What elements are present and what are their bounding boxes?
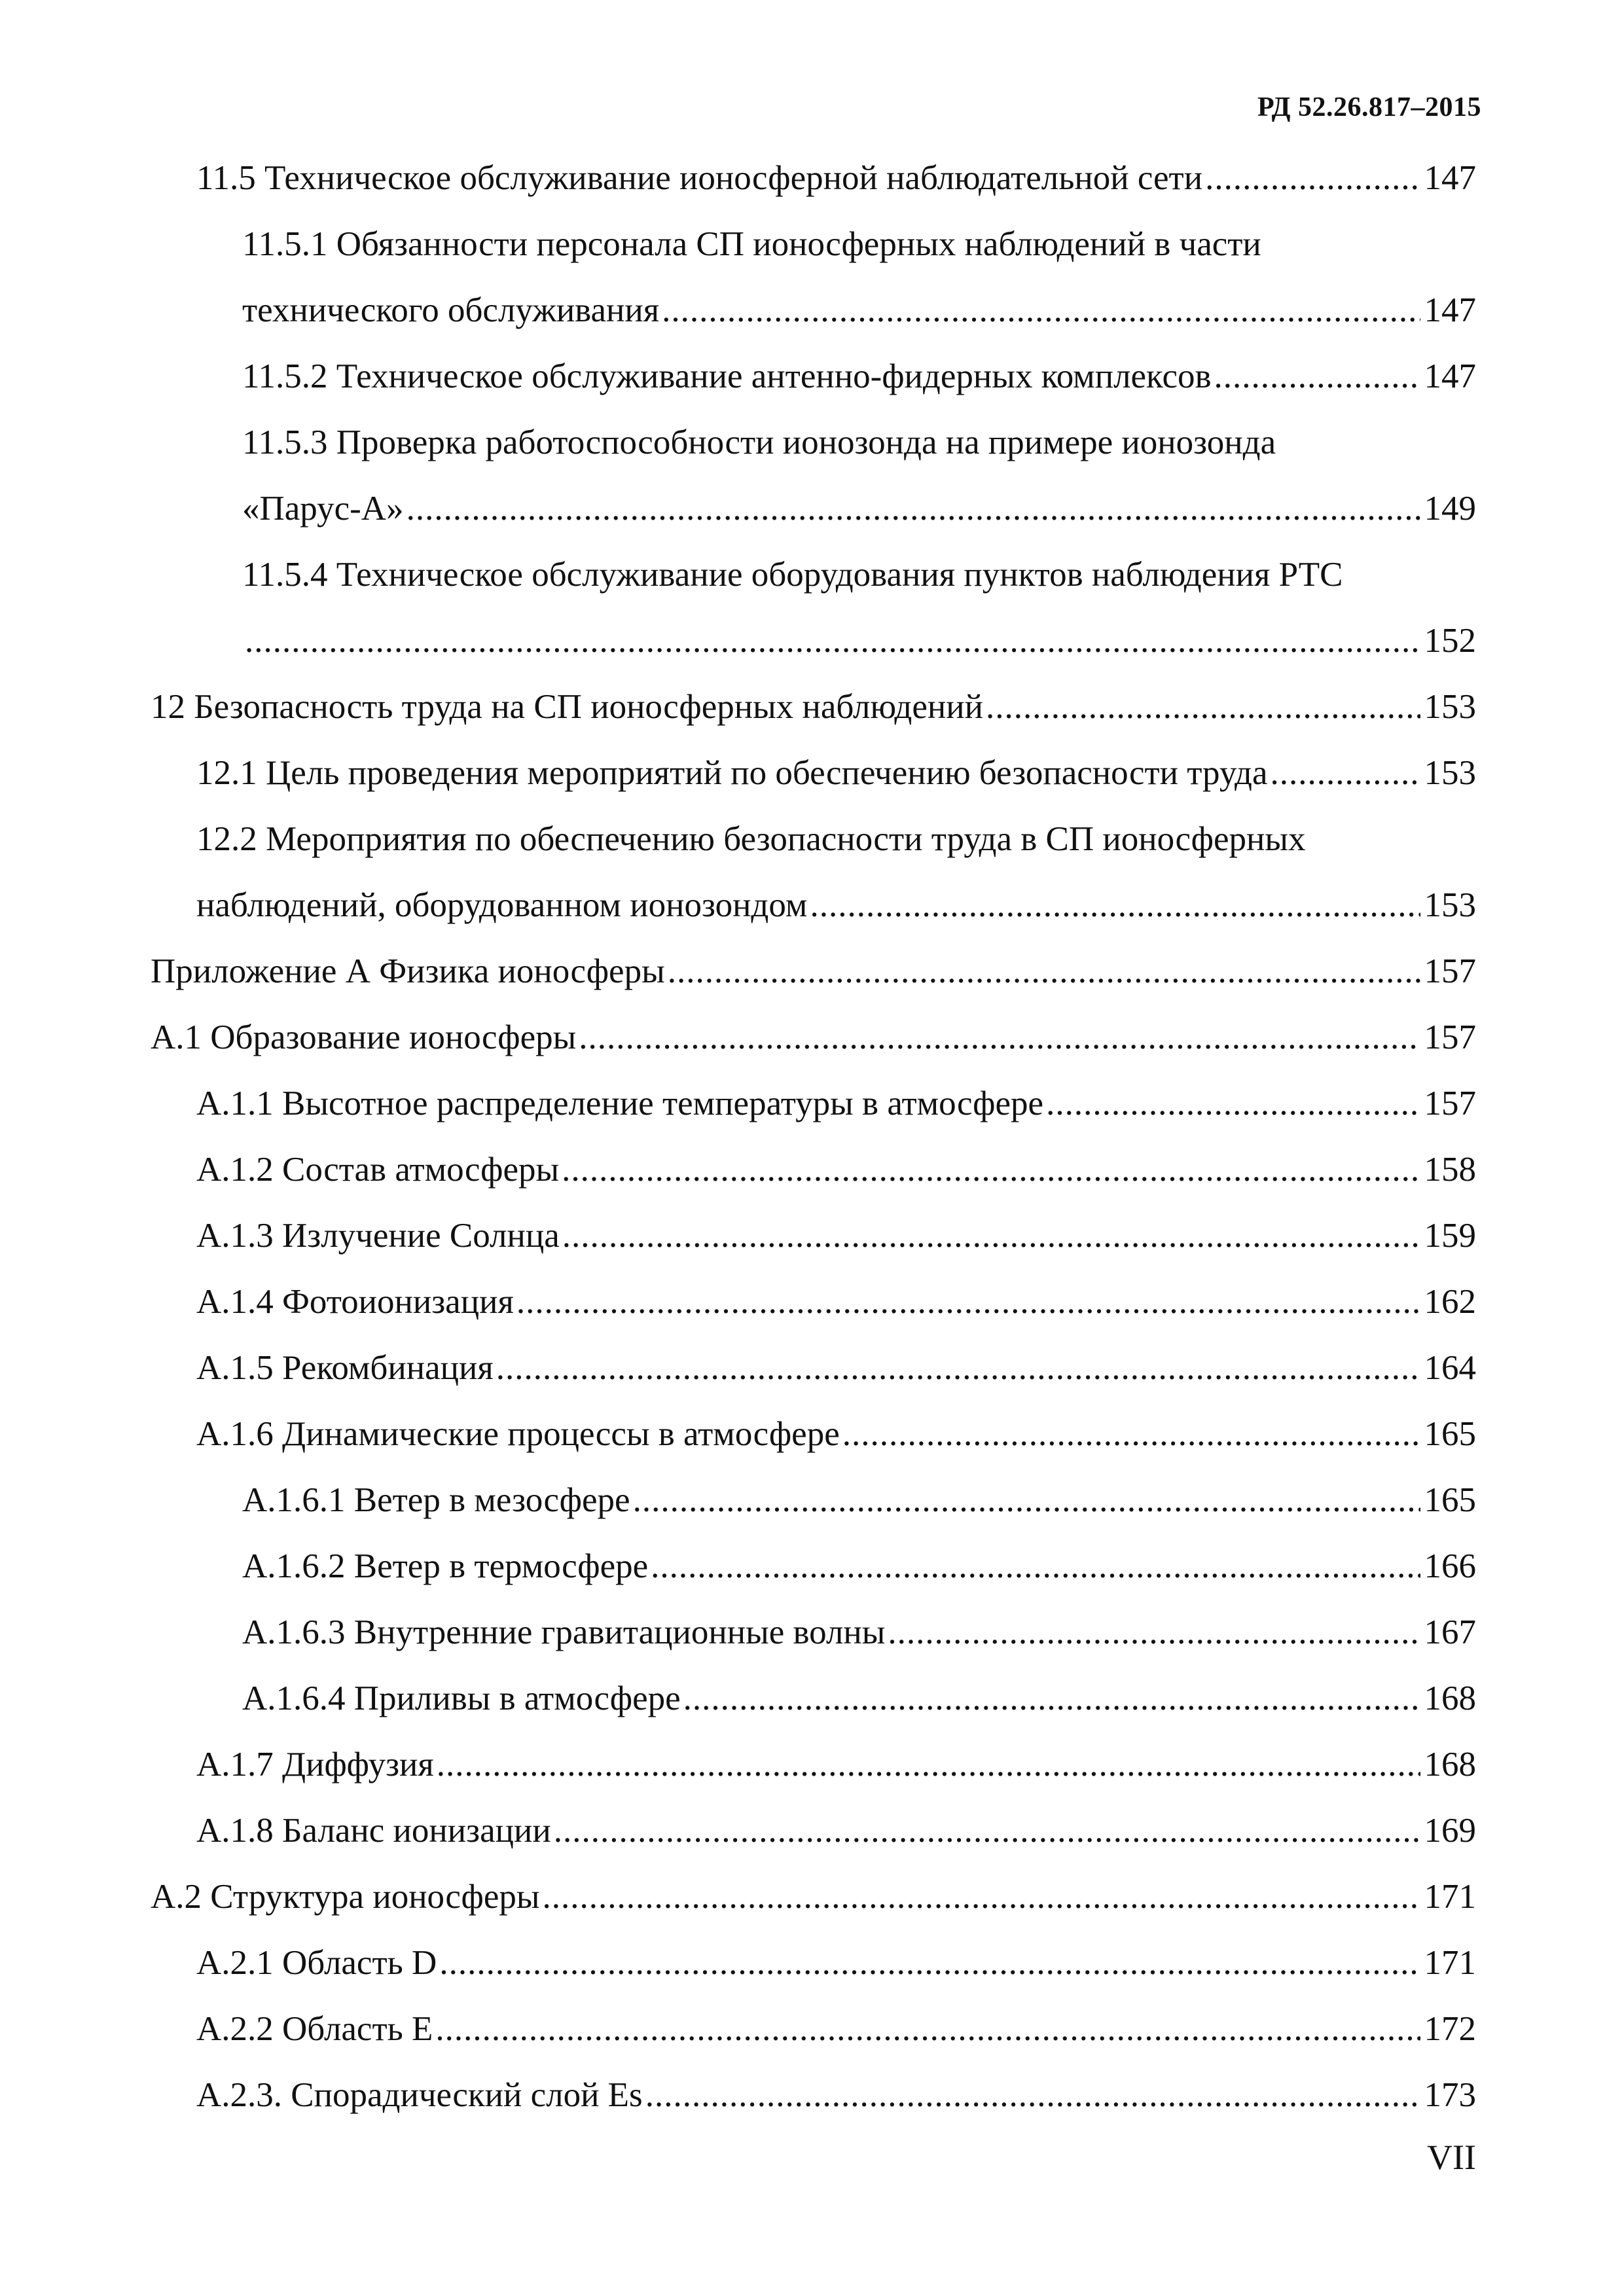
dot-leader — [810, 872, 1420, 939]
toc-entry-title: А.2 Структура ионосферы — [151, 1878, 540, 1916]
toc-entry[interactable] — [0, 2062, 1624, 2128]
dot-leader — [651, 1534, 1420, 1600]
toc-entry-page: 173 — [1424, 2076, 1476, 2114]
dot-leader — [986, 674, 1420, 740]
toc-entry-title: 11.5.2 Техническое обслуживание антенно-фидерных комплексов — [242, 357, 1212, 395]
dot-leader — [496, 1335, 1420, 1401]
toc-entry-page: 147 — [1424, 159, 1476, 197]
dot-leader — [245, 608, 1420, 674]
dot-leader — [554, 1798, 1420, 1864]
toc-entry-page: 153 — [1424, 754, 1476, 792]
toc-entry-title: А.1.2 Состав атмосферы — [196, 1151, 560, 1189]
toc-entry[interactable] — [0, 1401, 1624, 1467]
dot-leader — [645, 2062, 1420, 2128]
toc-entry-page: 157 — [1424, 952, 1476, 990]
toc-entry[interactable] — [0, 1335, 1624, 1401]
toc-entry[interactable] — [0, 1071, 1624, 1137]
toc-entry-page: 167 — [1424, 1613, 1476, 1651]
toc-entry-page: 166 — [1424, 1547, 1476, 1585]
toc-entry-page: 164 — [1424, 1349, 1476, 1387]
toc-entry-page: 153 — [1424, 688, 1476, 726]
toc-entry-page: 162 — [1424, 1283, 1476, 1321]
dot-leader — [435, 1996, 1420, 2062]
toc-entry-page: 168 — [1424, 1746, 1476, 1784]
toc-entry-title: А.1.4 Фотоионизация — [196, 1283, 514, 1321]
dot-leader — [633, 1467, 1420, 1534]
toc-entry-page: 149 — [1424, 490, 1476, 528]
toc-entry-page: 152 — [1424, 622, 1476, 660]
dot-leader — [1271, 740, 1420, 806]
dot-leader — [1214, 344, 1420, 410]
toc-entry-page: 169 — [1424, 1812, 1476, 1850]
toc-entry-title: А.2.2 Область Е — [196, 2010, 433, 2048]
toc-entry-title: А.1.7 Диффузия — [196, 1746, 434, 1784]
dot-leader — [842, 1401, 1420, 1467]
dot-leader — [437, 1732, 1420, 1798]
dot-leader — [406, 476, 1420, 542]
table-of-contents — [0, 145, 1624, 2128]
toc-entry-title: А.1.6.2 Ветер в термосфере — [242, 1547, 649, 1585]
dot-leader — [668, 939, 1420, 1005]
toc-entry-title: А.1.6.1 Ветер в мезосфере — [242, 1481, 630, 1519]
toc-entry-page: 159 — [1424, 1217, 1476, 1255]
toc-entry-title: технического обслуживания — [242, 291, 660, 329]
toc-entry-title: 12.1 Цель проведения мероприятий по обеспечению безопасности труда — [196, 754, 1268, 792]
toc-entry-title: А.1.6 Динамические процессы в атмосфере — [196, 1415, 840, 1453]
dot-leader — [1046, 1071, 1420, 1137]
toc-entry[interactable] — [0, 410, 1624, 542]
toc-entry-title: 11.5.3 Проверка работоспособности ионозонда на примере ионозонда — [242, 423, 1276, 461]
dot-leader — [1205, 145, 1420, 211]
toc-entry-page: 157 — [1424, 1085, 1476, 1122]
toc-entry-page: 147 — [1424, 357, 1476, 395]
toc-entry[interactable] — [0, 1269, 1624, 1335]
document-code: РД 52.26.817–2015 — [1257, 92, 1481, 122]
toc-entry[interactable] — [0, 1798, 1624, 1864]
page-number: VII — [1427, 2138, 1476, 2177]
toc-entry-page: 165 — [1424, 1415, 1476, 1453]
toc-entry[interactable] — [0, 1005, 1624, 1071]
toc-entry[interactable] — [0, 1666, 1624, 1732]
toc-entry[interactable] — [0, 674, 1624, 740]
dot-leader — [516, 1269, 1420, 1335]
dot-leader — [439, 1930, 1420, 1996]
dot-leader — [579, 1005, 1420, 1071]
toc-entry[interactable] — [0, 145, 1624, 211]
toc-entry-page: 171 — [1424, 1878, 1476, 1916]
toc-entry-title: Приложение А Физика ионосферы — [151, 952, 665, 990]
toc-entry[interactable] — [0, 939, 1624, 1005]
toc-entry[interactable] — [0, 1467, 1624, 1534]
toc-entry-page: 172 — [1424, 2010, 1476, 2048]
toc-entry-title: А.2.3. Спорадический слой Es — [196, 2076, 643, 2114]
toc-entry[interactable] — [0, 1534, 1624, 1600]
toc-entry-title: 12 Безопасность труда на СП ионосферных наблюдений — [151, 688, 983, 726]
toc-entry-page: 165 — [1424, 1481, 1476, 1519]
toc-entry-page: 168 — [1424, 1679, 1476, 1717]
toc-entry-title: 12.2 Мероприятия по обеспечению безопасности труда в СП ионосферных — [196, 820, 1306, 858]
toc-entry[interactable] — [0, 1203, 1624, 1269]
toc-entry-title: А.1.3 Излучение Солнца — [196, 1217, 560, 1255]
toc-entry[interactable] — [0, 806, 1624, 939]
toc-entry-page: 171 — [1424, 1944, 1476, 1982]
toc-entry-page: 147 — [1424, 291, 1476, 329]
dot-leader — [683, 1666, 1420, 1732]
toc-entry-title: А.1 Образование ионосферы — [151, 1018, 577, 1056]
toc-entry-title: 11.5 Техническое обслуживание ионосферной наблюдательной сети — [196, 159, 1203, 197]
toc-entry-title: А.1.6.3 Внутренние гравитационные волны — [242, 1613, 886, 1651]
toc-entry[interactable] — [0, 344, 1624, 410]
toc-entry[interactable] — [0, 542, 1624, 674]
toc-entry-page: 157 — [1424, 1018, 1476, 1056]
toc-entry-title: 11.5.4 Техническое обслуживание оборудования пунктов наблюдения РТС — [242, 556, 1343, 594]
dot-leader — [662, 278, 1420, 344]
dot-leader — [562, 1137, 1420, 1203]
dot-leader — [562, 1203, 1420, 1269]
toc-entry[interactable] — [0, 1732, 1624, 1798]
toc-entry[interactable] — [0, 1600, 1624, 1666]
toc-entry[interactable] — [0, 1864, 1624, 1930]
toc-entry-title: 11.5.1 Обязанности персонала СП ионосферных наблюдений в части — [242, 225, 1261, 263]
dot-leader — [543, 1864, 1420, 1930]
toc-entry[interactable] — [0, 1137, 1624, 1203]
toc-entry-title: наблюдений, оборудованном ионозондом — [196, 886, 808, 924]
toc-entry-title: А.1.1 Высотное распределение температуры в атмосфере — [196, 1085, 1044, 1122]
toc-entry-title: А.1.6.4 Приливы в атмосфере — [242, 1679, 681, 1717]
toc-entry-title: «Парус-А» — [242, 490, 404, 528]
toc-entry-page: 158 — [1424, 1151, 1476, 1189]
dot-leader — [888, 1600, 1420, 1666]
toc-entry[interactable] — [0, 1996, 1624, 2062]
toc-entry[interactable] — [0, 211, 1624, 344]
toc-entry-title: А.2.1 Область D — [196, 1944, 437, 1982]
toc-entry-page: 153 — [1424, 886, 1476, 924]
toc-entry[interactable] — [0, 1930, 1624, 1996]
toc-entry-title: А.1.8 Баланс ионизации — [196, 1812, 551, 1850]
toc-entry[interactable] — [0, 740, 1624, 806]
toc-entry-title: А.1.5 Рекомбинация — [196, 1349, 494, 1387]
